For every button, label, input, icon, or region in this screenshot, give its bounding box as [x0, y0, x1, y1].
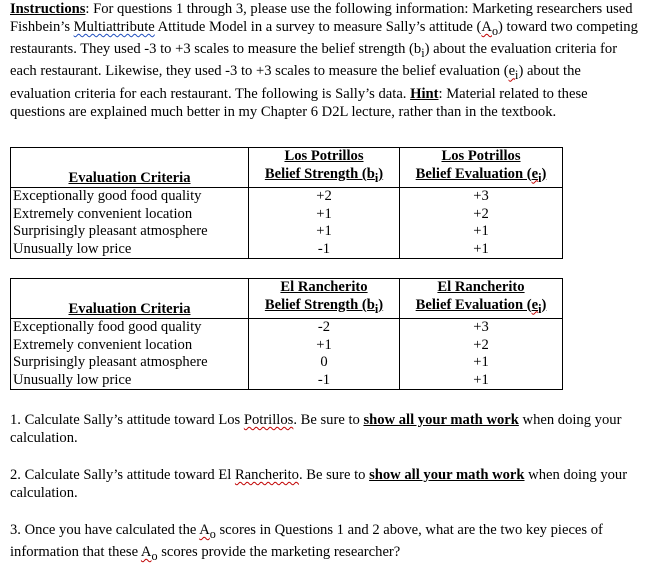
q1-emphasis: show all your math work — [363, 412, 519, 428]
header-belief-evaluation — [400, 297, 563, 319]
header-blank-cell — [11, 148, 249, 166]
be-e: e — [531, 296, 539, 313]
q3-ao2-subscript: o — [151, 549, 158, 564]
q3-ao-symbol — [199, 522, 216, 541]
restaurant-name-strength: Los Potrillos — [284, 148, 364, 164]
model-term: Multiattribute — [73, 19, 155, 36]
q2-text-a: 2. Calculate Sally’s attitude toward El — [10, 467, 235, 483]
header-criteria — [11, 297, 249, 319]
belief-strength-cell: -2 — [249, 319, 400, 337]
ei-letter: e — [508, 63, 516, 80]
table-row — [11, 372, 563, 390]
belief-evaluation-heading — [415, 296, 547, 316]
criteria-cell: Unusually low price — [11, 372, 249, 390]
belief-evaluation-cell: +1 — [400, 241, 563, 259]
belief-evaluation-heading — [415, 165, 547, 185]
bs-sub: i — [374, 301, 379, 316]
header-belief-evaluation — [400, 166, 563, 188]
q2-text-c: when doing your calculation. — [10, 467, 628, 502]
restaurant-name-evaluation: Los Potrillos — [441, 148, 521, 164]
intro-text-3: ) toward two competing restaurants. They used -3 to +3 scales to measure the belief strength (b — [10, 19, 638, 58]
bs-prefix: Belief Strength (b — [264, 296, 375, 313]
q3-ao2-letter: A — [140, 544, 152, 561]
header-blank-cell — [11, 279, 249, 297]
header-restaurant-cell — [400, 148, 563, 166]
bs-prefix: Belief Strength (b — [264, 165, 375, 182]
header-restaurant-cell — [249, 148, 400, 166]
table-row — [11, 319, 563, 337]
table-header-restaurant-row — [11, 148, 563, 166]
q3-ao-letter: A — [199, 522, 210, 538]
q3-text-b: scores in Questions 1 and 2 above, what are the two key pieces of information that these — [10, 522, 603, 561]
restaurant-name-evaluation: El Rancherito — [437, 279, 525, 295]
criteria-cell: Extremely convenient location — [11, 337, 249, 355]
ei-subscript: i — [515, 68, 519, 83]
belief-strength-heading — [264, 165, 384, 185]
instructions-label: Instructions — [10, 1, 86, 17]
question-2 — [10, 466, 640, 502]
criteria-heading: Evaluation Criteria — [68, 169, 191, 186]
belief-strength-cell: +2 — [249, 188, 400, 206]
ei-symbol — [508, 63, 519, 83]
table-row — [11, 206, 563, 224]
belief-evaluation-cell: +2 — [400, 337, 563, 355]
question-1 — [10, 411, 640, 447]
header-belief-strength — [249, 166, 400, 188]
q2-text-b: . Be sure to — [298, 467, 370, 483]
el-rancherito-table — [10, 278, 563, 390]
belief-strength-cell: +1 — [249, 223, 400, 241]
intro-text-5: ) about the evaluation criteria for each restaurant. The following is Sally’s data. — [10, 63, 581, 102]
belief-strength-cell: -1 — [249, 372, 400, 390]
table-row — [11, 223, 563, 241]
be-prefix: Belief Evaluation ( — [415, 165, 532, 182]
header-restaurant-cell — [249, 279, 400, 297]
instructions-paragraph — [10, 0, 640, 121]
ao-letter: A — [481, 19, 492, 36]
criteria-cell: Surprisingly pleasant atmosphere — [11, 223, 249, 241]
be-sub: i — [538, 301, 542, 316]
q3-text-a: 3. Once you have calculated the — [10, 522, 200, 538]
header-belief-strength — [249, 297, 400, 319]
intro-text-6: : Material related to these questions are explained much better in my Chapter 6 D2L lecture, rather than in the textbook. — [10, 85, 588, 120]
belief-evaluation-cell: +3 — [400, 188, 563, 206]
q2-restaurant-name: Rancherito — [234, 467, 299, 483]
header-criteria — [11, 166, 249, 188]
belief-evaluation-cell: +1 — [400, 372, 563, 390]
intro-text-1: : For questions 1 through 3, please use the following information: Marketing researchers used Fishbein’s — [10, 1, 633, 36]
header-restaurant-cell — [400, 279, 563, 297]
bi-subscript: i — [421, 46, 425, 61]
belief-strength-cell: -1 — [249, 241, 400, 259]
belief-evaluation-cell: +3 — [400, 319, 563, 337]
belief-strength-cell: +1 — [249, 206, 400, 224]
q1-restaurant-name: Potrillos — [243, 412, 294, 428]
belief-evaluation-cell: +2 — [400, 206, 563, 224]
be-sub: i — [538, 170, 542, 185]
document-page — [10, 0, 640, 564]
table-row — [11, 241, 563, 259]
table-header-row — [11, 166, 563, 188]
belief-strength-heading — [264, 296, 384, 316]
q3-ao-subscript: o — [209, 526, 216, 541]
table-header-restaurant-row — [11, 279, 563, 297]
belief-strength-cell: +1 — [249, 337, 400, 355]
criteria-cell: Unusually low price — [11, 241, 249, 259]
intro-text-2: Attitude Model in a survey to measure Sally’s attitude ( — [154, 19, 482, 36]
belief-evaluation-cell: +1 — [400, 223, 563, 241]
bs-suffix: ) — [378, 165, 384, 182]
be-suffix: ) — [541, 165, 547, 182]
criteria-cell: Surprisingly pleasant atmosphere — [11, 354, 249, 372]
criteria-cell: Exceptionally good food quality — [11, 188, 249, 206]
table-row — [11, 354, 563, 372]
bs-sub: i — [374, 170, 379, 185]
question-3 — [10, 521, 640, 565]
criteria-cell: Extremely convenient location — [11, 206, 249, 224]
table-row — [11, 337, 563, 355]
be-prefix: Belief Evaluation ( — [415, 296, 532, 313]
restaurant-name-strength: El Rancherito — [280, 279, 368, 295]
be-suffix: ) — [541, 296, 547, 313]
q3-text-c: scores provide the marketing researcher? — [157, 544, 401, 561]
q1-text-b: . Be sure to — [293, 412, 364, 428]
table-row — [11, 188, 563, 206]
intro-text-4: ) about the evaluation criteria for each restaurant. Likewise, they used -3 to +3 scales to measure the belief evaluation ( — [10, 41, 618, 80]
q1-text-c: when doing your calculation. — [10, 412, 622, 447]
criteria-heading: Evaluation Criteria — [68, 300, 191, 317]
q1-text-a: 1. Calculate Sally’s attitude toward Los — [10, 412, 244, 428]
hint-label: Hint — [410, 85, 439, 102]
table-header-row — [11, 297, 563, 319]
q2-emphasis: show all your math work — [369, 467, 525, 483]
be-e: e — [531, 165, 539, 182]
bs-suffix: ) — [378, 296, 384, 313]
ao-symbol — [481, 19, 499, 39]
criteria-cell: Exceptionally food good quality — [11, 319, 249, 337]
belief-evaluation-cell: +1 — [400, 354, 563, 372]
ao-subscript: o — [491, 24, 499, 39]
los-potrillos-table — [10, 147, 563, 259]
q3-ao2-symbol — [140, 544, 158, 564]
belief-strength-cell: 0 — [249, 354, 400, 372]
